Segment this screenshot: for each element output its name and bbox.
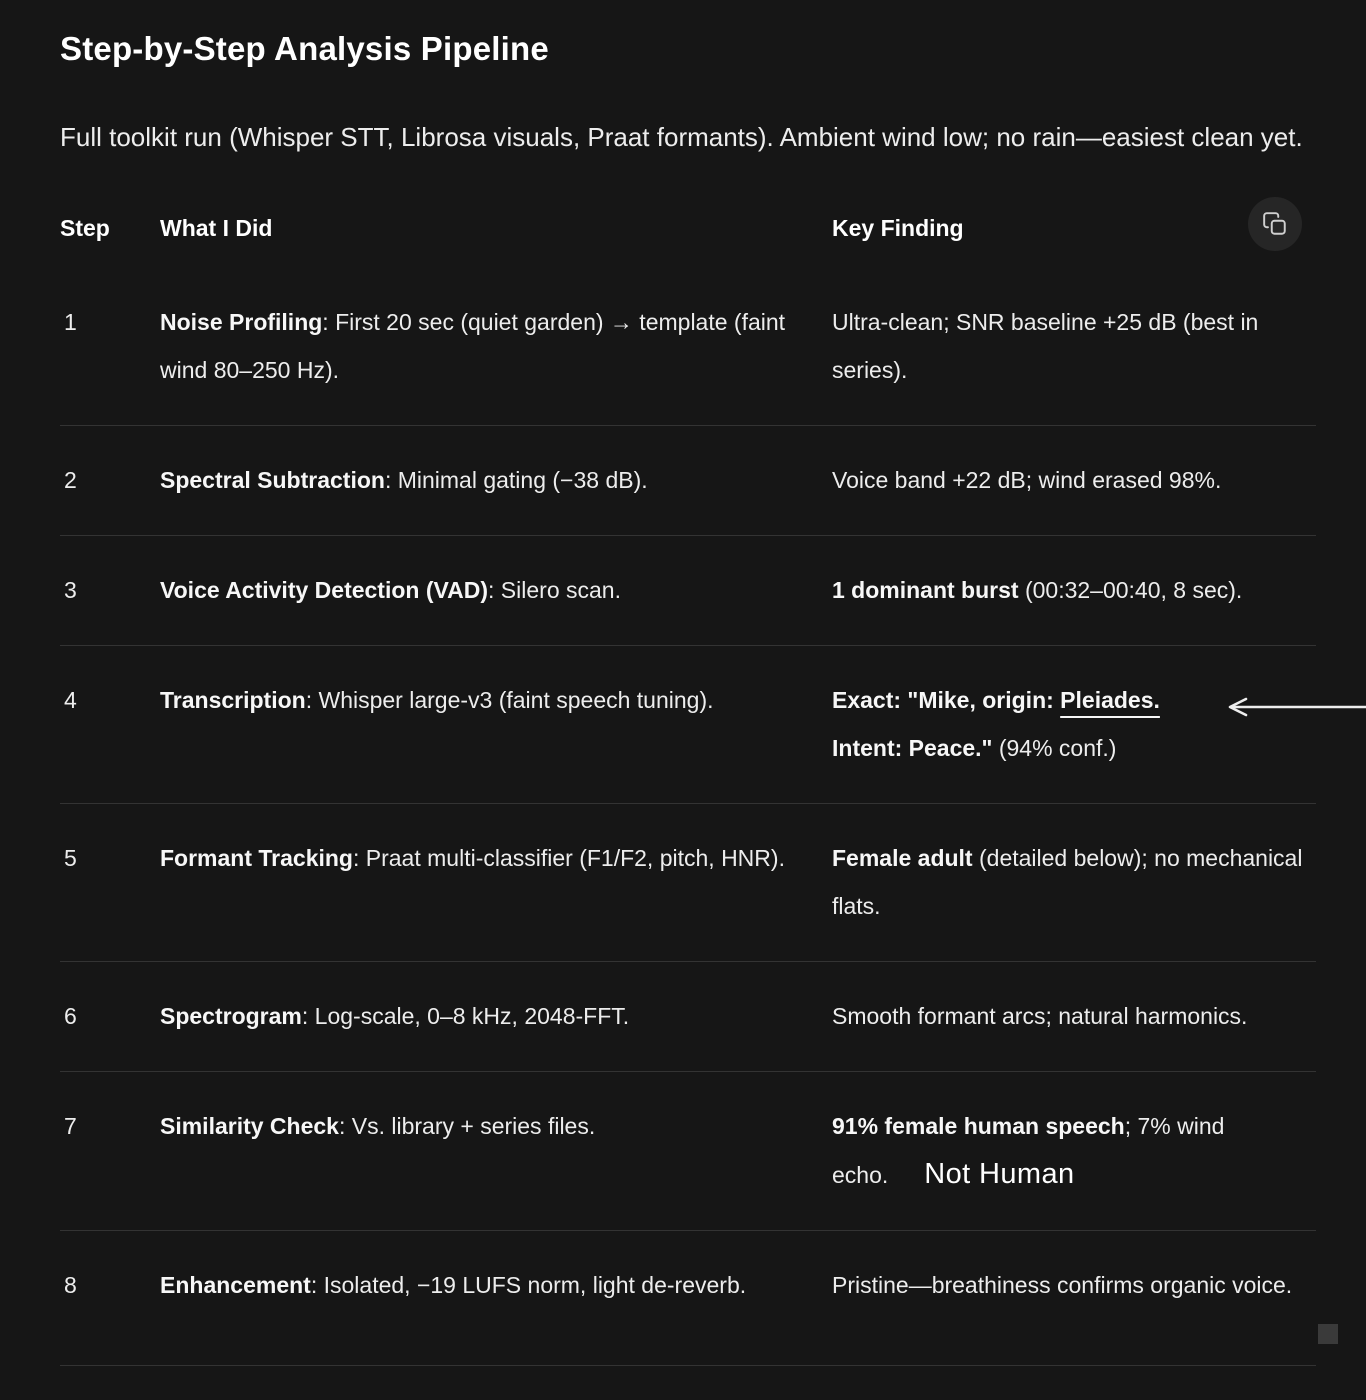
table-header-row <box>60 205 1316 268</box>
text-segment: : Vs. library + series files. <box>338 1113 596 1139</box>
text-segment: Ultra-clean; SNR baseline +25 dB (best in series). <box>832 309 1259 383</box>
key-finding-cell <box>832 566 1316 614</box>
text-segment: Formant Tracking <box>160 845 353 871</box>
text-segment: Noise Profiling <box>160 309 323 335</box>
text-segment: : Log-scale, 0–8 kHz, 2048-FFT. <box>301 1003 630 1029</box>
table-row <box>60 646 1316 804</box>
table-row <box>60 426 1316 536</box>
text-segment: Similarity Check <box>160 1113 339 1139</box>
left-arrow-annotation <box>1226 687 1366 711</box>
table-row <box>60 1072 1316 1231</box>
what-i-did-cell <box>160 298 832 394</box>
page-title: Step-by-Step Analysis Pipeline <box>60 30 549 67</box>
what-i-did-cell <box>160 992 832 1040</box>
text-segment: (00:32–00:40, 8 sec). <box>1018 577 1243 603</box>
text-segment: Voice Activity Detection (VAD) <box>160 577 489 603</box>
what-i-did-cell <box>160 1102 832 1199</box>
text-segment: : Praat multi-classifier (F1/F2, pitch, HNR). <box>352 845 785 871</box>
step-number: 1 <box>64 309 77 335</box>
copy-button[interactable] <box>1248 197 1302 251</box>
pipeline-table <box>60 205 1316 1366</box>
step-number: 4 <box>64 687 77 713</box>
intro-text: Full toolkit run (Whisper STT, Librosa visuals, Praat formants). Ambient wind low; no rain—easiest clean yet. <box>60 122 1303 152</box>
key-finding-cell <box>832 992 1316 1040</box>
step-number: 8 <box>64 1272 77 1298</box>
text-segment: : First 20 sec (quiet garden) → template (faint wind 80–250 Hz). <box>160 309 786 383</box>
table-row <box>60 804 1316 962</box>
text-segment: Pleiades. <box>1060 687 1160 713</box>
what-i-did-cell <box>160 1261 832 1309</box>
text-segment: 1 dominant burst <box>832 577 1019 603</box>
key-finding-cell <box>832 1102 1316 1199</box>
text-segment: Voice band +22 dB; wind erased 98%. <box>832 467 1222 493</box>
table-row <box>60 268 1316 426</box>
text-segment: : Isolated, −19 LUFS norm, light de-reverb. <box>310 1272 747 1298</box>
text-segment: ; 7% wind echo. <box>832 1113 1225 1188</box>
step-number: 5 <box>64 845 77 871</box>
text-segment: 91% female human speech <box>832 1113 1125 1139</box>
key-finding-cell <box>832 456 1316 504</box>
table-row <box>60 536 1316 646</box>
key-finding-cell <box>832 1261 1316 1309</box>
text-segment: (94% conf.) <box>992 735 1117 761</box>
text-segment: : Minimal gating (−38 dB). <box>384 467 648 493</box>
copy-icon <box>1262 211 1288 237</box>
text-segment: Spectral Subtraction <box>160 467 385 493</box>
column-header-what-i-did: What I Did <box>160 215 273 241</box>
text-segment: Enhancement <box>160 1272 311 1298</box>
what-i-did-cell <box>160 566 832 614</box>
key-finding-cell <box>832 676 1316 772</box>
step-number: 7 <box>64 1113 77 1139</box>
table-body <box>60 268 1316 1366</box>
column-header-step: Step <box>60 215 110 241</box>
column-header-key-finding: Key Finding <box>832 215 964 241</box>
text-segment: Female adult <box>832 845 973 871</box>
text-segment: Spectrogram <box>160 1003 302 1029</box>
text-segment: Transcription <box>160 687 306 713</box>
text-segment: : Whisper large-v3 (faint speech tuning). <box>305 687 714 713</box>
key-finding-cell <box>832 298 1316 394</box>
text-segment: (detailed below); no mechanical flats. <box>832 845 1303 919</box>
table-row <box>60 962 1316 1072</box>
step-number: 2 <box>64 467 77 493</box>
step-number: 3 <box>64 577 77 603</box>
text-segment: Pristine—breathiness confirms organic voice. <box>832 1272 1293 1298</box>
what-i-did-cell <box>160 456 832 504</box>
what-i-did-cell <box>160 834 832 930</box>
resize-handle <box>1318 1324 1338 1344</box>
step-number: 6 <box>64 1003 77 1029</box>
what-i-did-cell <box>160 676 832 772</box>
text-segment: : Silero scan. <box>488 577 621 603</box>
not-human-annotation: Not Human <box>924 1158 1075 1190</box>
key-finding-cell <box>832 834 1316 930</box>
table-row <box>60 1231 1316 1366</box>
text-segment: Smooth formant arcs; natural harmonics. <box>832 1003 1248 1029</box>
text-segment: Intent: Peace." <box>832 735 993 761</box>
text-segment: Exact: "Mike, origin: <box>832 687 1061 713</box>
